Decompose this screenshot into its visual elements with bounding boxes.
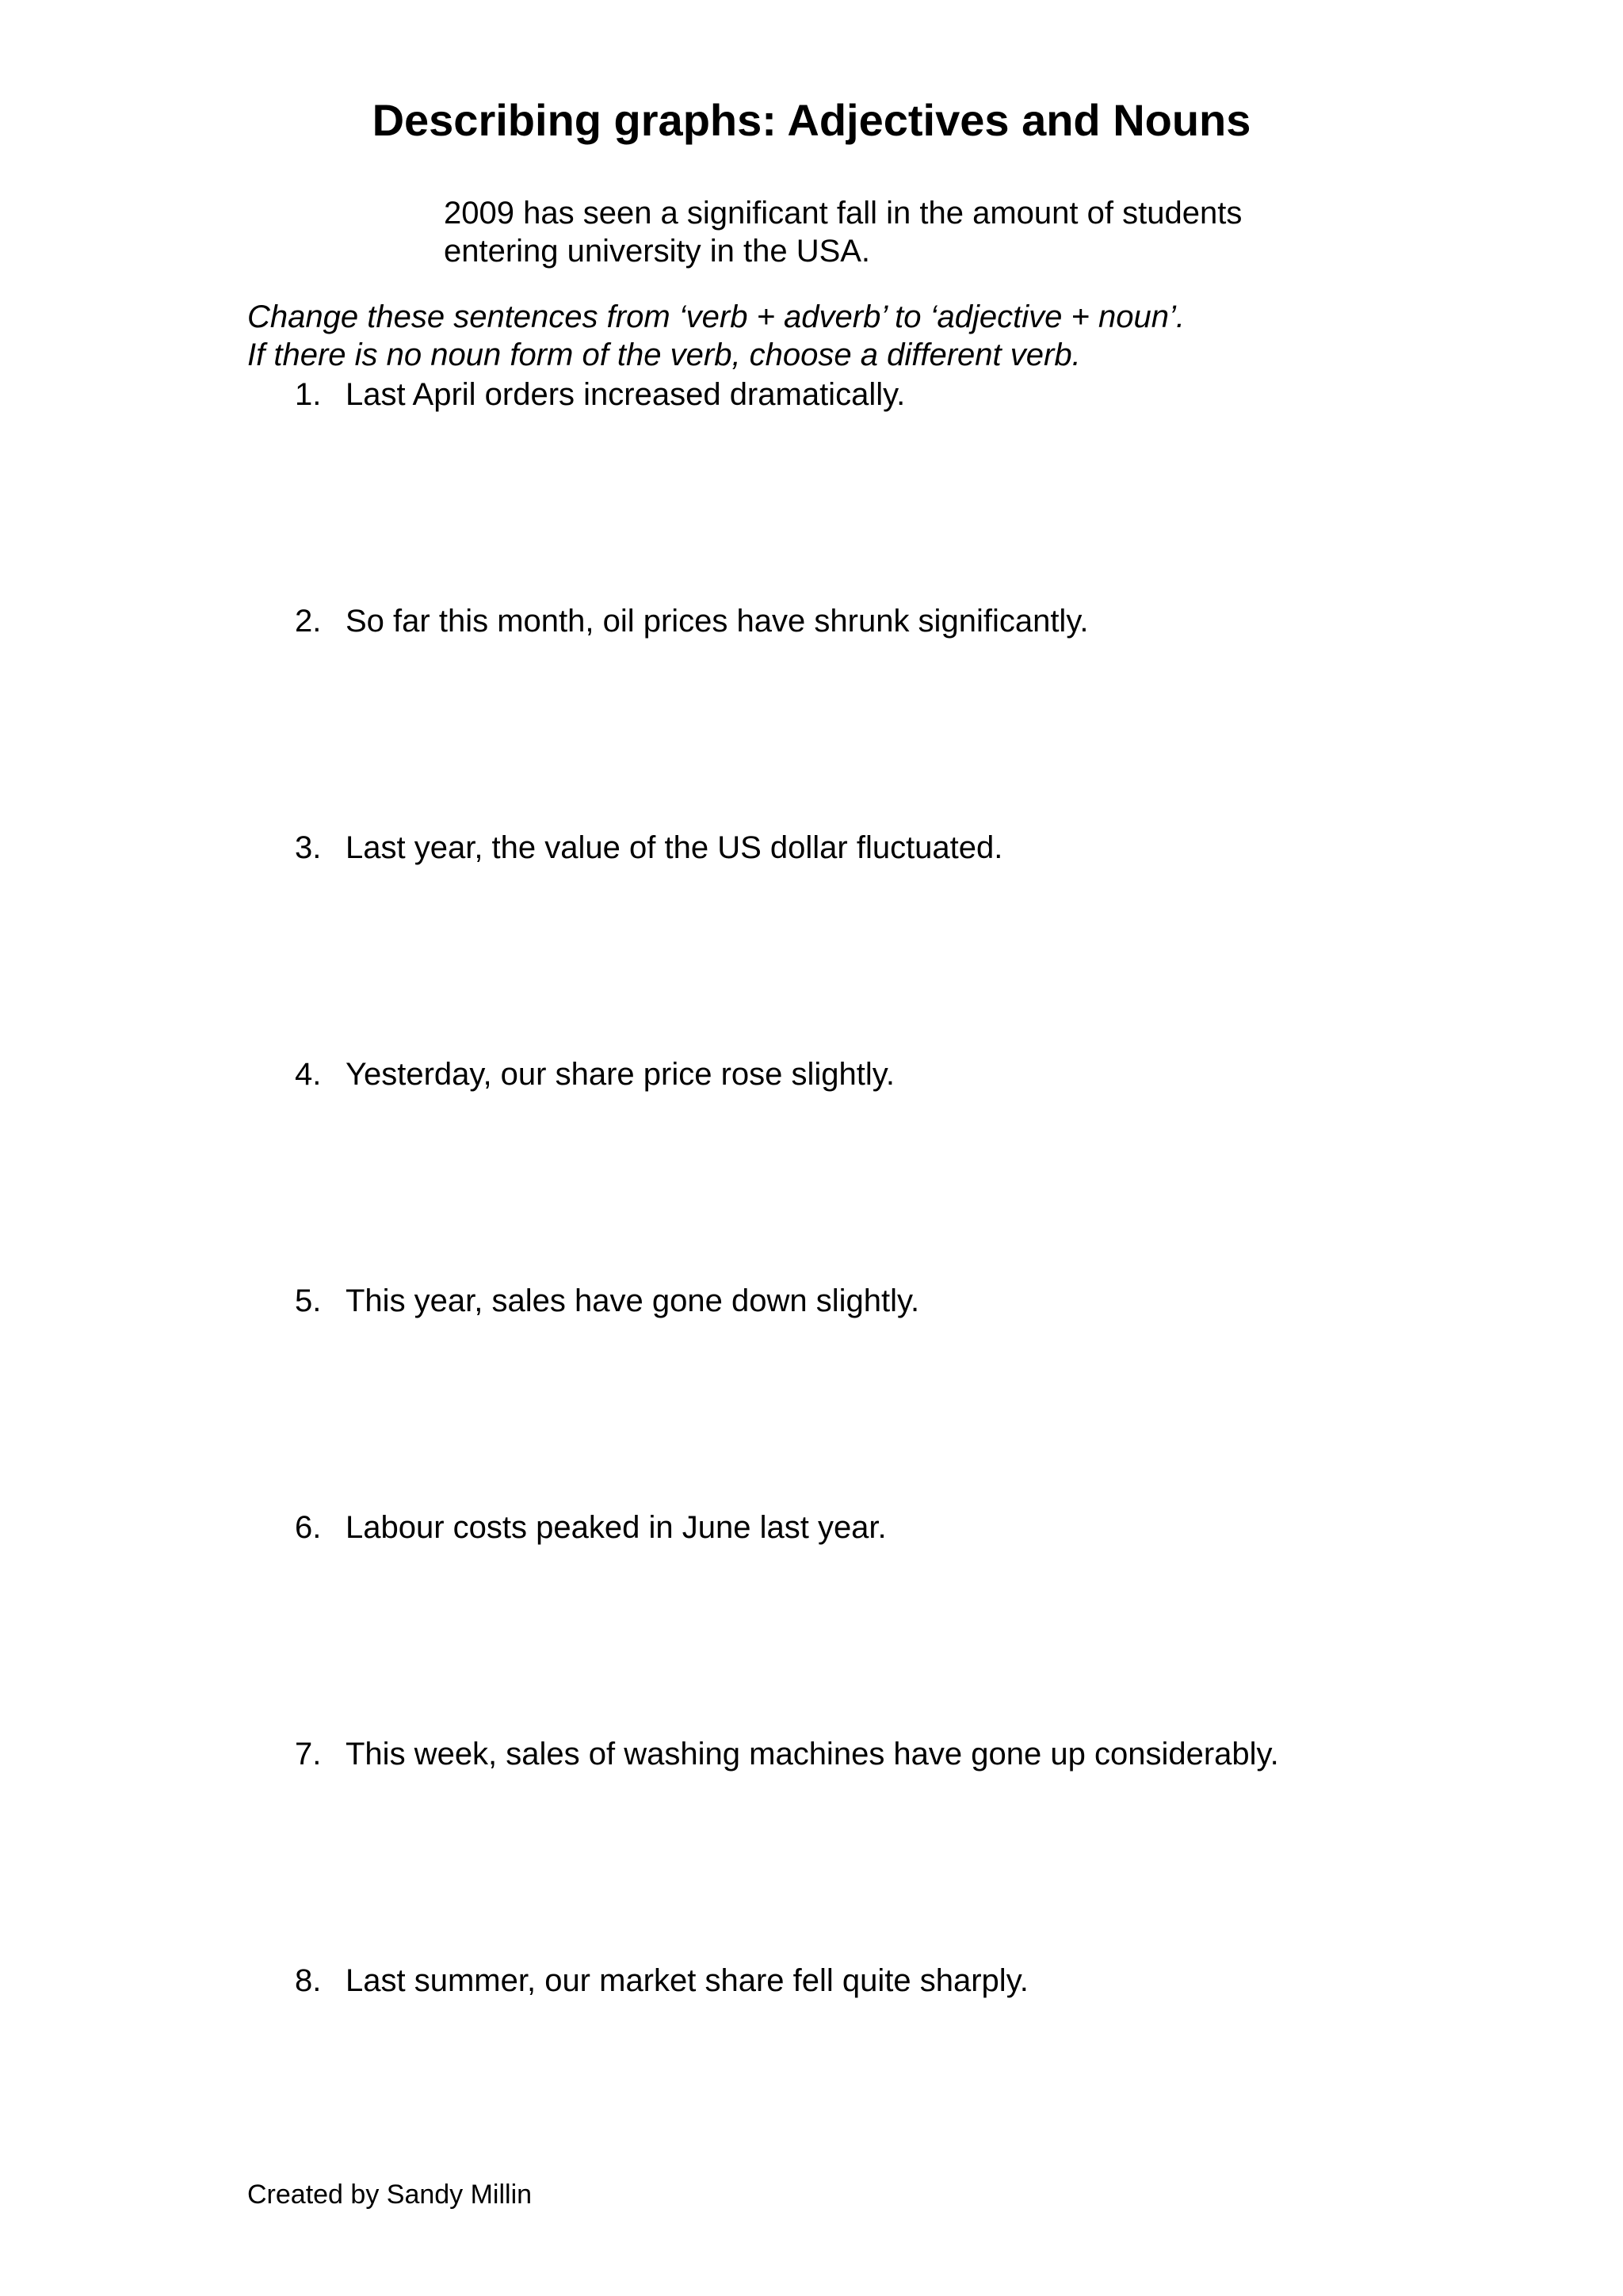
exercise-item-6 [295, 1508, 887, 1547]
item-text: Yesterday, our share price rose slightly. [346, 1057, 895, 1092]
page-title: Describing graphs: Adjectives and Nouns [372, 95, 1251, 145]
item-number: 6. [295, 1510, 322, 1545]
exercise-item-8 [295, 1962, 1029, 2000]
item-number: 4. [295, 1057, 322, 1092]
item-text: Last summer, our market share fell quite sharply. [346, 1963, 1029, 1998]
exercise-item-2 [295, 602, 1088, 640]
item-number: 7. [295, 1737, 322, 1772]
item-text: This week, sales of washing machines have gone up considerably. [346, 1737, 1279, 1772]
item-text: So far this month, oil prices have shrunk significantly. [346, 604, 1089, 639]
item-number: 3. [295, 830, 322, 865]
item-text: This year, sales have gone down slightly. [346, 1283, 920, 1318]
instructions-line-2: If there is no noun form of the verb, choose a different verb. [247, 338, 1081, 372]
exercise-item-5 [295, 1282, 919, 1320]
item-text: Last April orders increased dramatically. [346, 377, 906, 412]
exercise-item-7 [295, 1735, 1279, 1773]
item-number: 5. [295, 1283, 322, 1318]
instructions-line-1: Change these sentences from ‘verb + adverb’ to ‘adjective + noun’. [247, 299, 1185, 334]
footer-credit: Created by Sandy Millin [247, 2180, 533, 2210]
exercise-item-4 [295, 1055, 895, 1093]
item-text: Last year, the value of the US dollar fluctuated. [346, 830, 1003, 865]
item-text: Labour costs peaked in June last year. [346, 1510, 887, 1545]
item-number: 2. [295, 604, 322, 639]
item-number: 8. [295, 1963, 322, 1998]
example-line-2: entering university in the USA. [444, 234, 871, 269]
exercise-item-1 [295, 376, 905, 414]
instructions [247, 298, 1436, 374]
exercise-item-3 [295, 829, 1002, 867]
example-sentence [444, 194, 1395, 270]
example-line-1: 2009 has seen a significant fall in the amount of students [444, 196, 1243, 231]
item-number: 1. [295, 377, 322, 412]
